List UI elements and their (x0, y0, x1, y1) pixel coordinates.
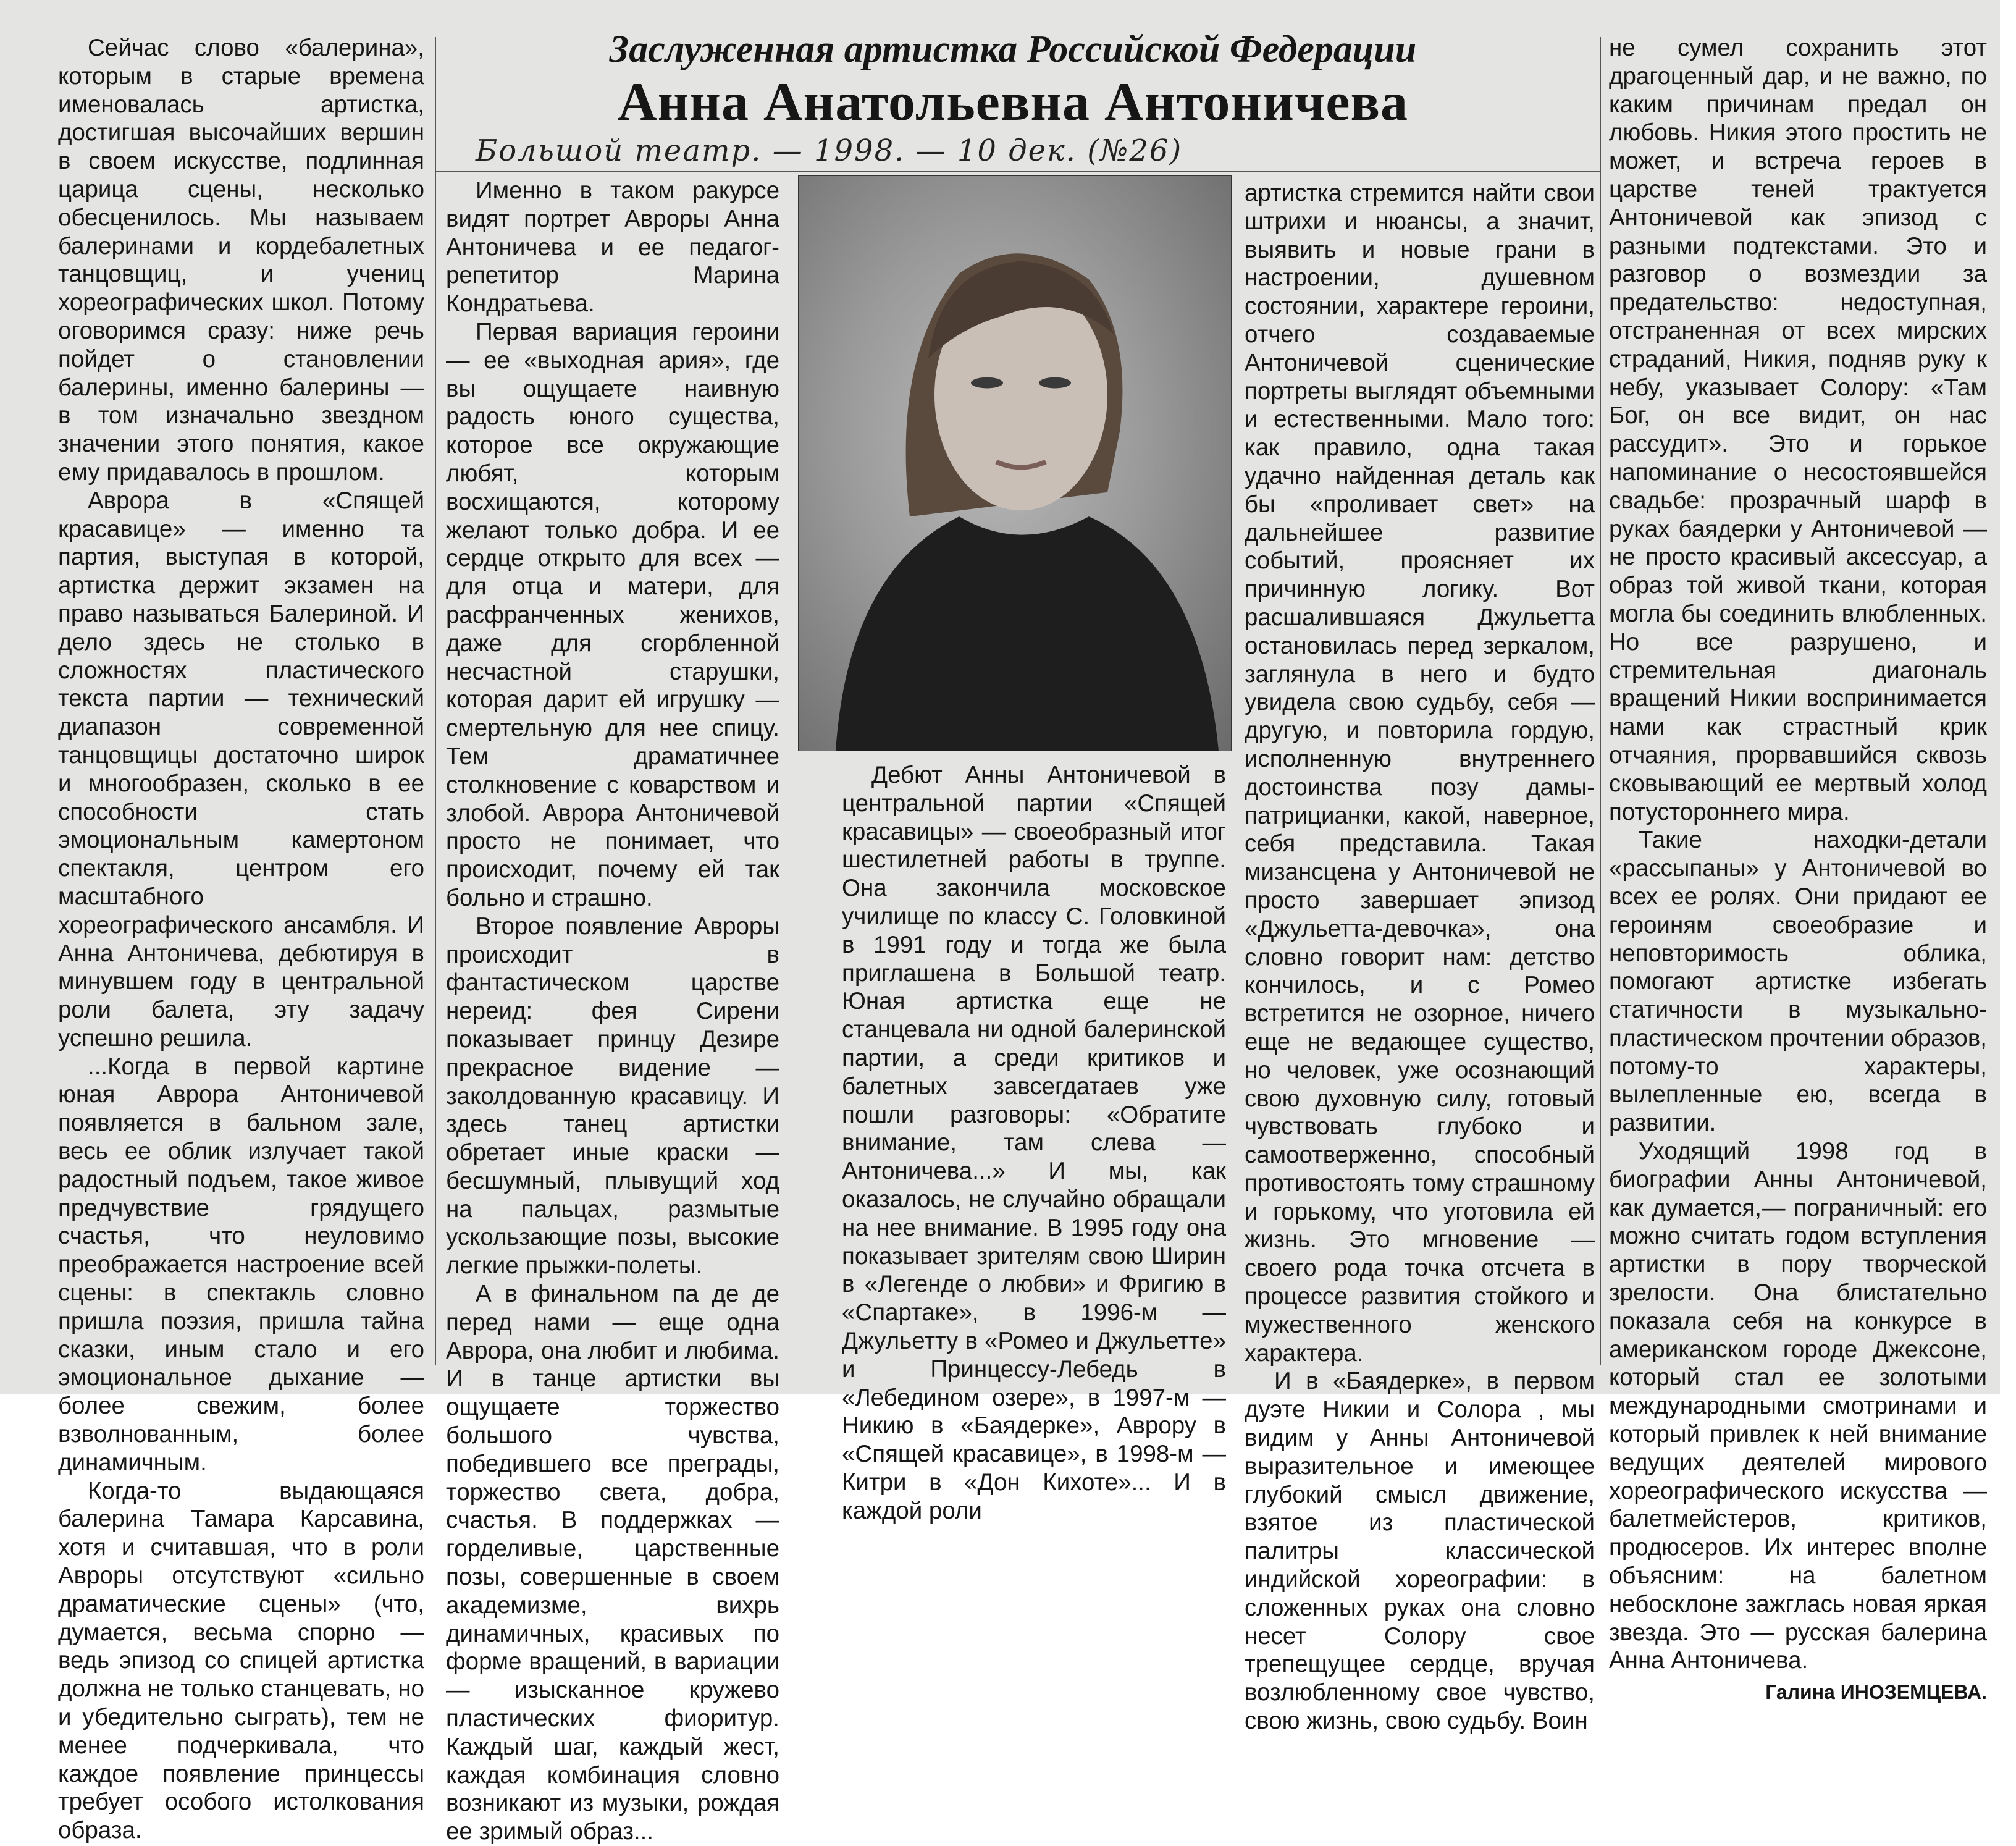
paragraph: Такие находки-детали «рассыпаны» у Антоничевой во всех ее ролях. Они придают ее героиням своеобразие и неповторимость облика, помогают артистке избегать статичности в музыкально-пластическом прочтении образов, потому-то характеры, вылепленные ею, всегда в развитии. (1609, 827, 1987, 1137)
column-divider (1600, 37, 1601, 1365)
article-column-2 (446, 177, 779, 1846)
article-kicker: Заслуженная артистка Российской Федерации (609, 28, 1417, 70)
portrait-illustration (799, 176, 1231, 751)
paragraph: А в финальном па де де перед нами — еще одна Аврора, она любит и любима. И в танце артистки вы ощущаете торжество большого чувства, победившего все преграды, торжество света, добра, счастья. В поддержках — горделивые, царственные позы, совершенные в своем академизме, вихрь динамичных, красивых по форме вращений, в вариации — изысканное кружево пластических фиоритур. Каждый шаг, каждый жест, каждая комбинация словно возникают из музыки, рождая ее зримый образ... (446, 1281, 779, 1845)
paragraph: Первая вариация героини — ее «выходная ария», где вы ощущаете наивную радость юного существа, которое все окружающие любят, которым восхищаются, которому желают только добра. И ее сердце открыто для всех — для отца и матери, для расфранченных женихов, даже для сгорбленной несчастной старушки, которая дарит ей игрушку — смертельную для нее спицу. Тем драматичнее столкновение с коварством и злобой. Аврора Антоничевой просто не понимает, что происходит, почему ей так больно и страшно. (446, 318, 779, 911)
paragraph: И в «Баядерке», в первом дуэте Никии и Солора , мы видим у Анны Антоничевой выразительное и имеющее глубокий смысл движение, взятое из пластической палитры классической индийской хореографии: в сложенных руках она словно несет Солору свое трепещущее сердце, вручая возлюбленному свое чувство, свою жизнь, свою судьбу. Воин (1245, 1368, 1595, 1735)
headline-divider (435, 171, 1600, 172)
paragraph: Уходящий 1998 год в биографии Анны Антоничевой, как думается,— пограничный: его можно считать годом вступления артистки в пору творческой зрелости. Она блистательно показала себя на конкурсе в американском городе Джексоне, который стал ее золотыми международными смотринами и который привлек к ней внимание ведущих деятелей мирового хореографического искусства — балетмейстеров, критиков, продюсеров. Их интерес вполне объясним: на балетном небосклоне зажглась новая яркая звезда. Это — русская балерина Анна Антоничева. (1609, 1138, 1987, 1674)
article-column-1 (58, 34, 424, 1845)
paragraph: Второе появление Авроры происходит в фантастическом царстве нереид: фея Сирени показывает принцу Дезире прекрасное видение — заколдованную красавицу. И здесь танец артистки обретает иные краски — бесшумный, плывущий ход на пальцах, размытые ускользающие позы, высокие легкие прыжки-полеты. (446, 912, 779, 1279)
author-last-name: ИНОЗЕМЦЕВА. (1840, 1681, 1987, 1704)
paragraph: артистка стремится найти свои штрихи и нюансы, а значит, выявить и новые грани в настроении, душевном состоянии, характере героини, отчего создаваемые Антоничевой сценические портреты выглядят объемными и естественными. Мало того: как правило, одна такая удачно найденная деталь как бы «проливает свет» на дальнейшее развитие событий, проясняет их причинную логику. Вот расшалившаяся Джульетта остановилась перед зеркалом, заглянула в него и будто увидела свою судьбу, себя — другую, и повторила гордую, исполненную внутреннего достоинства позу дамы-патрицианки, какой, наверное, себя представила. Такая мизансцена у Антоничевой не просто завершает эпизод «Джульетта-девочка», она словно говорит нам: детство кончилось, и с Ромео встретится не озорное, ничего еще не ведающее существо, но человек, уже осознающий свою духовную силу, готовый чувствовать глубоко и самоотверженно, способный противостоять тому страшному и горькому, что уготовила ей жизнь. Это мгновение — своего рода точка отсчета в процессе развития стойкого и мужественного женского характера. (1245, 180, 1595, 1367)
article-headline: Анна Анатольевна Антоничева (618, 72, 1408, 132)
paragraph: ...Когда в первой картине юная Аврора Антоничевой появляется в бальном зале, весь ее облик излучает такой радостный подъем, такое живое предчувствие грядущего счастья, что неуловимо преображается настроение всей сцены: в спектакль словно пришла поэзия, пришла тайна сказки, иным стало и его эмоциональное дыхание — более свежим, более взволнованным, более динамичным. (58, 1053, 424, 1476)
paragraph: Сейчас слово «балерина», которым в старые времена именовалась артистка, достигшая высочайших вершин в своем искусстве, подлинная царица сцены, несколько обесценилось. Мы называем балеринами и кордебалетных танцовщиц, и учениц хореографических школ. Потому оговоримся сразу: ниже речь пойдет о становлении балерины, именно балерины — в том изначально звездном значении этого понятия, какое ему придавалось в прошлом. (58, 35, 424, 486)
author-signature (1609, 1680, 1987, 1705)
author-first-name: Галина (1765, 1681, 1835, 1704)
paragraph: Именно в таком ракурсе видят портрет Авроры Анна Антоничева и ее педагог-репетитор Марина Кондратьева. (446, 177, 779, 318)
column-divider (435, 37, 436, 1365)
portrait-photo (798, 175, 1232, 751)
paragraph: Аврора в «Спящей красавице» — именно та партия, выступая в которой, артистка держит экзамен на право называться Балериной. И дело здесь не столько в сложностях пластического текста партии — технический диапазон современной танцовщицы достаточно широк и многообразен, сколько в ее способности стать эмоциональным камертоном спектакля, центром его масштабного хореографического ансамбля. И Анна Антоничева, дебютируя в минувшем году в центральной роли балета, эту задачу успешно решила. (58, 487, 424, 1052)
paragraph: Когда-то выдающаяся балерина Тамара Карсавина, хотя и считавшая, что в роли Авроры отсутствуют «сильно драматические сцены» (что, думается, весьма спорно — ведь эпизод со спицей артистка должна не только станцевать, но и убедительно сыграть), тем не менее подчеркивала, что каждое появление принцессы требует особого истолкования образа. (58, 1477, 424, 1844)
paragraph: не сумел сохранить этот драгоценный дар, и не важно, по каким причинам предал он любовь. Никия этого простить не может, и встреча героев в царстве теней трактуется Антоничевой как эпизод с разными подтекстами. Это и разговор о возмездии за предательство: недоступная, отстраненная от всех мирских страданий, Никия, подняв руку к небу, указывает Солору: «Там Бог, он все видит, он нас рассудит». Это и горькое напоминание о несостоявшейся свадьбе: прозрачный шарф в руках баядерки у Антоничевой — не просто красивый аксессуар, а образ той живой ткани, которая могла бы соединить влюбленных. Но все разрушено, и стремительная диагональ вращений Никии воспринимается нами как страстный крик отчаяния, прорвавшийся сквозь сковывающий ее мертвый холод потустороннего мира. (1609, 35, 1987, 825)
paragraph: Дебют Анны Антоничевой в центральной партии «Спящей красавицы» — своеобразный итог шестилетней работы в труппе. Она закончила московское училище по классу С. Головкиной в 1991 году и тогда же была приглашена в Большой театр. Юная артистка еще не станцевала ни одной балеринской партии, а среди критиков и балетных завсегдатаев уже пошли разговоры: «Обратите внимание, там слева — Антоничева...» И мы, как оказалось, не случайно обращали на нее внимание. В 1995 году она показывает зрителям свою Ширин в «Легенде о любви» и Фригию в «Спартаке», в 1996-м — Джульетту в «Ромео и Джульетте» и Принцессу-Лебедь в «Лебедином озере», в 1997-м — Никию в «Баядерке», Аврору в «Спящей красавице», в 1998-м — Китри в «Дон Кихоте»... И в каждой роли (842, 762, 1226, 1524)
handwritten-source-note: Большой театр. — 1998. — 10 дек. (№26) (476, 133, 1183, 168)
article-column-3 (842, 761, 1226, 1525)
article-column-4 (1245, 179, 1595, 1735)
article-column-5 (1609, 34, 1987, 1705)
